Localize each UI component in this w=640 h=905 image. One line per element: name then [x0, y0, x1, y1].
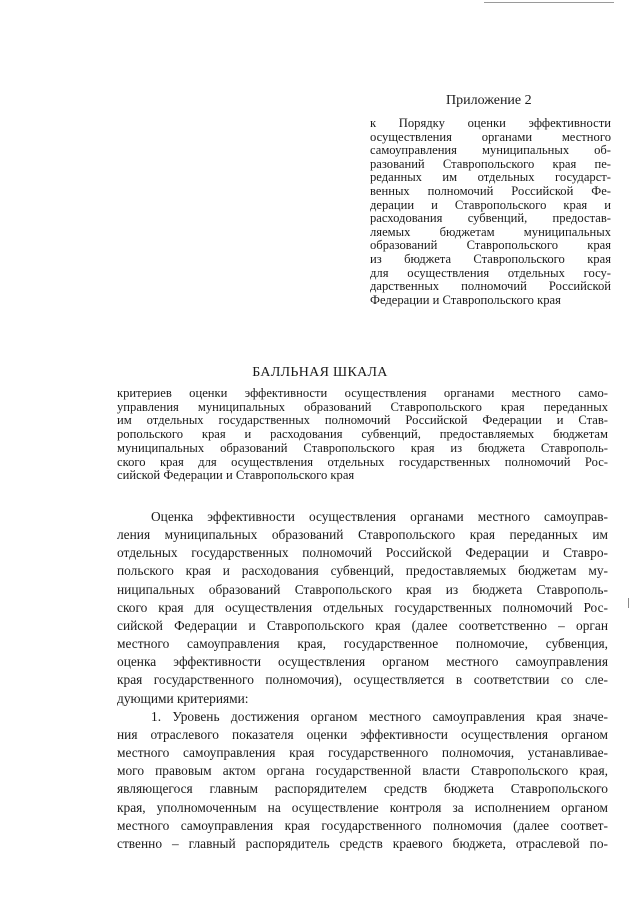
- appendix-title: Приложение 2: [446, 93, 532, 108]
- subtitle-line: муниципальных образований Ставропольского края из бюджета Ставрополь-: [117, 440, 608, 455]
- body-line: являющегося главным распорядителем средств бюджета Ставропольского: [117, 781, 608, 797]
- appendix-line: ляемых бюджетам муниципальных: [370, 224, 611, 239]
- appendix-line: для осуществления отдельных госу-: [370, 265, 611, 280]
- body-line: местного самоуправления края государственного полномочия (далее соответ-: [117, 817, 608, 833]
- body-line: дующими критериями:: [117, 690, 249, 706]
- subtitle-line: сийской Федерации и Ставропольского края: [117, 468, 355, 483]
- body-line: 1. Уровень достижения органом местного самоуправления края значе-: [151, 708, 608, 724]
- body-line: ния отраслевого показателя оценки эффективности осуществления органом: [117, 726, 608, 742]
- body-line: ниципальных образований Ставропольского края из бюджета Ставрополь-: [117, 581, 608, 597]
- body-line: ского края для осуществления отдельных государственных полномочий Рос-: [117, 599, 608, 615]
- body-line: польского края и расходования субвенций, предоставляемых бюджетам му-: [117, 563, 608, 579]
- scale-title: БАЛЛЬНАЯ ШКАЛА: [252, 365, 388, 380]
- appendix-line: образований Ставропольского края: [370, 238, 611, 253]
- appendix-line: Федерации и Ставропольского края: [370, 292, 561, 307]
- subtitle-line: ского края для осуществления отдельных государственных полномочий Рос-: [117, 454, 608, 469]
- appendix-line: из бюджета Ставропольского края: [370, 251, 611, 266]
- body-line: Оценка эффективности осуществления органами местного самоуправ-: [151, 509, 608, 524]
- body-line: местного самоуправления края, государственное полномочие, субвенция,: [117, 636, 608, 652]
- appendix-line: разований Ставропольского края пе-: [370, 156, 611, 171]
- subtitle-line: критериев оценки эффективности осуществления органами местного само-: [117, 386, 608, 400]
- body-line: края, уполномоченным на осуществление контроля за исполнением органом: [117, 799, 608, 815]
- top-edge-rule: [484, 2, 614, 3]
- appendix-line: расходования субвенций, предостав-: [370, 211, 611, 226]
- subtitle-line: ропольского края и расходования субвенций, предоставляемых бюджетам: [117, 427, 608, 442]
- appendix-reference: [370, 117, 611, 307]
- body-text: [117, 508, 608, 853]
- body-line: мого правовым актом органа государственной власти Ставропольского края,: [117, 763, 608, 779]
- body-line: ственно – главный распорядитель средств краевого бюджета, отраслевой по-: [117, 835, 608, 851]
- appendix-line: осуществления органами местного: [370, 129, 611, 144]
- body-line: ления муниципальных образований Ставропольского края переданных им: [117, 527, 608, 543]
- appendix-line: к Порядку оценки эффективности: [370, 116, 611, 130]
- body-line: отдельных государственных полномочий Российской Федерации и Ставро-: [117, 545, 608, 561]
- body-line: сийской Федерации и Ставропольского края (далее соответственно – орган: [117, 617, 608, 633]
- appendix-line: реданных им отдельных государст-: [370, 170, 611, 185]
- body-line: местного самоуправления края государственного полномочия, устанавливае-: [117, 745, 608, 761]
- scale-subtitle: [117, 387, 608, 483]
- appendix-line: самоуправления муниципальных об-: [370, 143, 611, 158]
- subtitle-line: управления муниципальных образований Ставропольского края переданных: [117, 399, 608, 414]
- scan-margin-mark: [628, 598, 629, 608]
- subtitle-line: им отдельных государственных полномочий Российской Федерации и Став-: [117, 413, 608, 428]
- appendix-line: дарственных полномочий Российской: [370, 279, 611, 294]
- body-line: оценка эффективности осуществления органом местного самоуправления: [117, 654, 608, 670]
- body-line: края государственного полномочия), осуществляется в соответствии со сле-: [117, 672, 608, 688]
- appendix-line: венных полномочий Российской Фе-: [370, 183, 611, 198]
- appendix-line: дерации и Ставропольского края и: [370, 197, 611, 212]
